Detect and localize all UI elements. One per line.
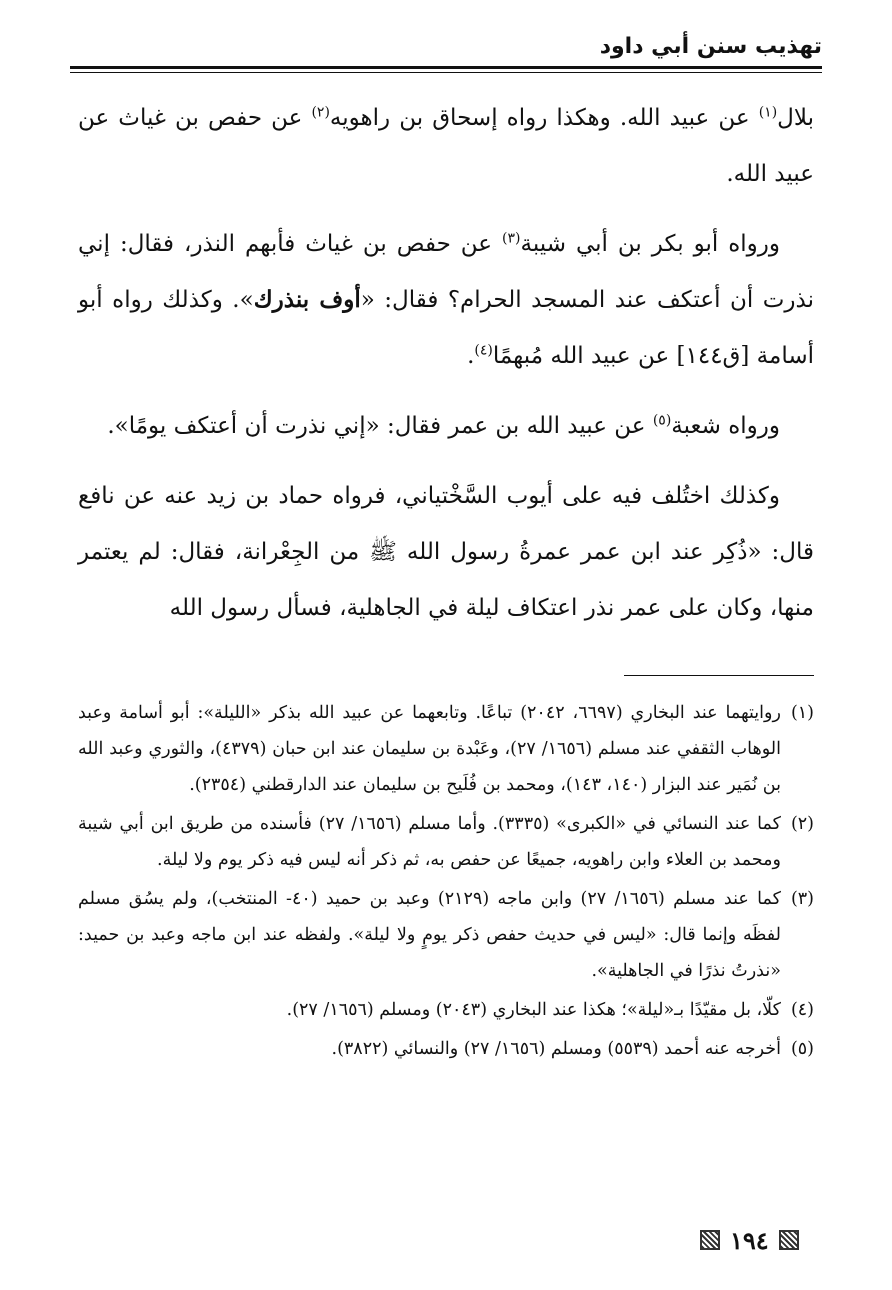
ornament-icon xyxy=(700,1230,720,1250)
footnote-text: كلّا، بل مقيّدًا بـ«ليلة»؛ هكذا عند البخاري (٢٠٤٣) ومسلم (١٦٥٦/ ٢٧). xyxy=(286,1000,781,1020)
header-rule-thick xyxy=(70,66,822,69)
footnote-ref-1[interactable]: (١) xyxy=(758,104,778,121)
page-number: ١٩٤ xyxy=(730,1225,769,1255)
paragraph-3 xyxy=(78,398,814,454)
text-span: ورواه أبو بكر بن أبي شيبة xyxy=(520,231,780,257)
footnote-number: (١) xyxy=(790,703,814,723)
footnote-ref-2[interactable]: (٢) xyxy=(311,104,330,121)
text-span: عن حفص بن غياث فأبهم النذر، فقال: إني نذرت أن أعتكف عند المسجد الحرام؟ فقال: « xyxy=(78,231,814,313)
footnote xyxy=(78,881,814,989)
footnote-number: (٥) xyxy=(790,1039,814,1059)
footnote-text: كما عند مسلم (١٦٥٦/ ٢٧) وابن ماجه (٢١٢٩) وعبد بن حميد (٤٠- المنتخب)، ولم يسُق مسلم لفظَه وإنما قال: «ليس في حديث حفص ذكر يومٍ ولا ليلة». ولفظه عند ابن ماجه وعبد بن حميد: «نذرتُ نذرًا في الجاهلية». xyxy=(78,889,781,981)
text-span: عن حفص بن غياث عن عبيد الله. xyxy=(78,105,814,187)
footnote-number: (٤) xyxy=(790,1000,814,1020)
footnote xyxy=(78,695,814,803)
footnote-ref-4[interactable]: (٤) xyxy=(474,342,493,359)
running-title: تهذيب سنن أبي داود xyxy=(599,34,822,59)
paragraph-2 xyxy=(78,216,814,384)
text-span: وكذلك اختُلف فيه على أيوب السَّخْتياني، فرواه حماد بن زيد عنه عن نافع قال: «ذُكِر عند ابن عمر عمرةُ رسول الله ﷺ من الجِعْرانة، فقال: لم يعتمر منها، وكان على عمر نذر اعتكاف ليلة في الجاهلية، فسأل رسول الله xyxy=(78,483,814,621)
footnotes xyxy=(78,695,814,1070)
text-span: ورواه شعبة xyxy=(671,413,780,439)
footnote xyxy=(78,992,814,1028)
footnote-separator xyxy=(624,675,814,676)
footnote-ref-3[interactable]: (٣) xyxy=(502,230,521,247)
paragraph-4 xyxy=(78,468,814,636)
running-header xyxy=(70,30,822,70)
ornament-icon xyxy=(779,1230,799,1250)
footnote xyxy=(78,1031,814,1067)
text-span: ». وكذلك رواه أبو أسامة [ق١٤٤] عن عبيد الله مُبهمًا xyxy=(78,287,814,369)
footnote-number: (٢) xyxy=(790,814,814,834)
text-span: عن عبيد الله. وهكذا رواه إسحاق بن راهويه xyxy=(329,105,759,131)
page-number-block xyxy=(700,1222,799,1258)
paragraph-1 xyxy=(78,90,814,202)
footnote xyxy=(78,806,814,878)
main-text xyxy=(78,90,814,650)
text-span: بلال xyxy=(777,105,814,131)
footnote-number: (٣) xyxy=(790,889,814,909)
footnote-ref-5[interactable]: (٥) xyxy=(652,412,672,429)
footnote-text: كما عند النسائي في «الكبرى» (٣٣٣٥). وأما مسلم (١٦٥٦/ ٢٧) فأسنده من طريق ابن أبي شيبة ومحمد بن العلاء وابن راهويه، جميعًا عن حفص به، ثم ذكر أنه ليس فيه ذكر يوم ولا ليلة. xyxy=(78,814,781,870)
footnote-text: أخرجه عنه أحمد (٥٥٣٩) ومسلم (١٦٥٦/ ٢٧) والنسائي (٣٨٢٢). xyxy=(331,1039,781,1059)
footnote-text: روايتهما عند البخاري (٦٦٩٧، ٢٠٤٢) تباعًا. وتابعهما عن عبيد الله بذكر «الليلة»: أبو أسامة وعبد الوهاب الثقفي عند مسلم (١٦٥٦/ ٢٧)، وعَبْدة بن سليمان عند ابن حبان (٤٣٧٩)، والثوري وعبد الله بن نُمَير عند البزار (١٤٠، ١٤٣)، ومحمد بن فُلَيح بن سليمان عند الدارقطني (٢٣٥٤). xyxy=(78,703,781,795)
text-span: عن عبيد الله بن عمر فقال: «إني نذرت أن أعتكف يومًا». xyxy=(107,413,653,439)
header-rule-thin xyxy=(70,72,822,73)
bold-quote: أوف بنذرك xyxy=(253,286,361,313)
text-span: . xyxy=(467,343,475,369)
